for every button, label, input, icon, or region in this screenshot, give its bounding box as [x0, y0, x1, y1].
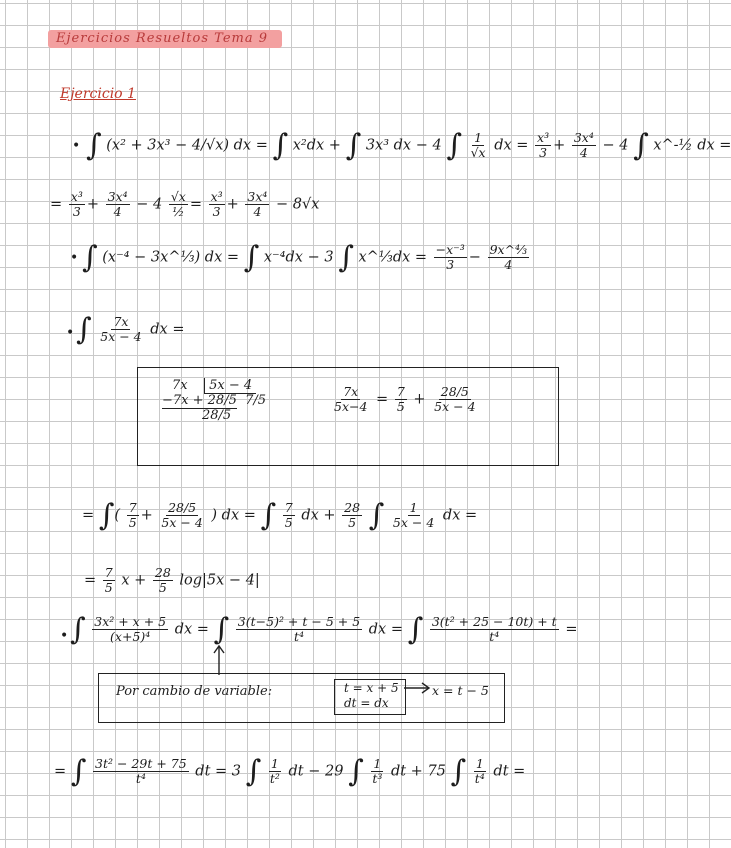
equation-line-6: [84, 566, 260, 595]
denominator: √x: [470, 145, 486, 160]
integral-sign: ∫: [70, 612, 86, 647]
fraction: [92, 615, 168, 644]
fraction: [153, 566, 173, 595]
expr: dt =: [493, 763, 526, 780]
expr: log|5x − 4|: [179, 572, 260, 589]
integral-sign: ∫: [407, 612, 424, 647]
fraction: [391, 501, 436, 530]
numerator: 3(t² + 25 − 10t) + t: [431, 614, 557, 629]
equation-line-8: [54, 754, 525, 789]
fraction: [268, 757, 282, 786]
expr: − 4: [136, 196, 163, 213]
fraction: [572, 131, 596, 160]
substitution-x: x = t − 5: [432, 683, 489, 698]
decomposition: $\frac{7x}{5x-4}$ = $\frac{7}{5}$ + $\frac{28/5}{5x - 4}$: [334, 384, 476, 414]
fraction: [370, 757, 384, 786]
expr: =: [54, 763, 67, 780]
expr: dx =: [494, 137, 529, 154]
numerator: 3x⁴: [573, 130, 594, 145]
numerator: 1: [475, 756, 484, 771]
bullet: •: [70, 250, 79, 266]
integral-sign: ∫: [76, 312, 92, 347]
fraction: [432, 385, 477, 414]
expr: x +: [121, 572, 147, 589]
expr: dx =: [442, 507, 478, 524]
numerator: 7x: [113, 314, 129, 329]
fraction: [106, 190, 130, 219]
integral-sign: ∫: [450, 754, 467, 789]
expr: x⁻⁴dx − 3: [263, 249, 334, 266]
quotient: 7/5: [245, 393, 267, 408]
integral-sign: ∫: [345, 128, 362, 163]
denominator: t⁴: [135, 771, 146, 786]
numerator: 28/5: [168, 500, 197, 515]
expr: dx =: [368, 621, 403, 638]
integral-sign: ∫: [272, 128, 289, 163]
fraction: [469, 131, 488, 160]
substitution-t: t = x + 5: [344, 681, 399, 695]
denominator: (x+5)⁴: [110, 629, 151, 644]
fraction: [488, 243, 530, 272]
integral-sign: ∫: [243, 240, 260, 275]
equation-line-4: [76, 312, 184, 347]
integral-sign: ∫: [368, 498, 385, 533]
numerator: 7: [128, 500, 137, 515]
dividend: 7x: [172, 378, 188, 393]
numerator: 1: [409, 500, 418, 515]
expr: x^⅓dx =: [358, 249, 428, 266]
integral-sign: ∫: [633, 128, 649, 163]
denominator: t⁴: [489, 629, 500, 644]
fraction: [236, 615, 362, 644]
numerator: 28: [344, 500, 361, 515]
expr: 3x³ dx − 4: [365, 137, 442, 154]
integral-sign: ∫: [86, 128, 102, 163]
arrow-right-icon: [404, 682, 430, 694]
fraction: [434, 243, 467, 272]
denominator: t⁴: [474, 771, 485, 786]
expr: dx =: [150, 321, 185, 338]
denominator: 5x − 4: [392, 515, 435, 530]
denominator: ½: [172, 204, 185, 219]
denominator: 3: [72, 204, 81, 219]
substitution-dt: dt = dx: [344, 696, 389, 710]
denominator: 4: [579, 145, 588, 160]
integral-sign: ∫: [348, 754, 364, 789]
equation-line-2: = $\frac{\text{x³}}{3}$ + $\frac{\text{3x⁴}}{4}$ − 4 $\frac{√x}{\text{½}}$ = $\frac{\text{x³}}{3}$ + $\frac{\text{3x⁴}}{4}$ − 8√x: [50, 189, 320, 219]
equation-line-7: [70, 612, 577, 647]
denominator: t²: [269, 771, 280, 786]
fraction: [103, 566, 115, 595]
numerator: x³: [210, 189, 223, 204]
numerator: 3x⁴: [247, 189, 268, 204]
fraction: [159, 501, 204, 530]
exercise-title: Ejercicio 1: [60, 86, 136, 102]
denominator: 4: [113, 204, 122, 219]
denominator: 4: [504, 257, 513, 272]
fraction: [169, 190, 188, 219]
integral-sign: ∫: [98, 498, 115, 533]
numerator: 7: [284, 500, 293, 515]
remainder: 28/5: [202, 408, 232, 423]
denominator: 3: [539, 145, 548, 160]
numerator: 1: [474, 130, 483, 145]
bullet: •: [72, 138, 81, 154]
integral-sign: ∫: [260, 498, 277, 533]
expr: =: [84, 572, 97, 589]
integral-sign: ∫: [70, 754, 87, 789]
fraction: [245, 190, 269, 219]
denominator: 5: [104, 580, 113, 595]
bullet: •: [66, 325, 75, 341]
numerator: x³: [70, 189, 83, 204]
expr: dx +: [301, 507, 336, 524]
denominator: 5x − 4: [434, 399, 476, 414]
fraction: [342, 501, 362, 530]
expr: dt − 29: [288, 763, 344, 780]
expr: x²dx +: [292, 137, 341, 154]
expr: − 4: [602, 137, 629, 154]
denominator: 3: [446, 257, 455, 272]
expr: dx =: [174, 621, 209, 638]
numerator: 3t² − 29t + 75: [95, 756, 187, 771]
fraction: [93, 757, 189, 786]
fraction: [127, 501, 139, 530]
denominator: 5x−4: [334, 399, 368, 414]
integral-sign: ∫: [446, 128, 462, 163]
equation-line-1: ∫ (x² + 3x³ − 4/√x) dx = ∫ x²dx + ∫ 3x³ dx − 4 ∫ $\frac{1}{√x}$ dx = $\frac{\text{x³}}{3}$ + $\frac{\text{3x⁴}}{4}$ − 4 ∫ x^-½ dx =: [86, 128, 731, 163]
denominator: t³: [372, 771, 383, 786]
substitution-label: Por cambio de variable:: [116, 684, 273, 699]
numerator: −x⁻³: [435, 242, 465, 257]
numerator: 3(t−5)² + t − 5 + 5: [237, 614, 361, 629]
numerator: 3x⁴: [107, 189, 128, 204]
equation-line-3: ∫ (x⁻⁴ − 3x^⅓) dx = ∫ x⁻⁴dx − 3 ∫ x^⅓dx = $\frac{\text{−x⁻³}}{3}$ − $\frac{\text{9x\textasciicircum{}⁴⁄₃}}{4}$: [82, 240, 528, 275]
expr: x^-½ dx =: [653, 137, 731, 154]
expr: ) dx =: [211, 507, 256, 524]
fraction: [283, 501, 295, 530]
denominator: t⁴: [293, 629, 304, 644]
denominator: 5: [396, 399, 405, 414]
bullet: •: [60, 628, 69, 644]
denominator: 4: [253, 204, 262, 219]
fraction: [535, 131, 551, 160]
expr: dt + 75: [390, 763, 446, 780]
arrow-up-icon: [212, 644, 226, 676]
denominator: 5: [128, 515, 137, 530]
expr: dt = 3: [195, 763, 241, 780]
equation-line-5: = ∫( $\frac{7}{5}$ + $\frac{28/5}{5x - 4}$ ) dx = ∫ $\frac{7}{5}$ dx + $\frac{28}{5}$ ∫ $\frac{1}{5x - 4}$ dx =: [82, 498, 478, 533]
fraction: [430, 615, 559, 644]
subtrahend: −7x + 28/5: [162, 393, 237, 408]
numerator: 7x: [343, 384, 359, 399]
fraction: [332, 385, 369, 414]
denominator: 5: [348, 515, 357, 530]
expr: − 8√x: [276, 196, 320, 213]
fraction: [473, 757, 487, 786]
fraction: [209, 190, 225, 219]
divisor: 5x − 4: [204, 378, 256, 394]
numerator: 7: [396, 384, 405, 399]
expr: (x⁻⁴ − 3x^⅓) dx =: [102, 249, 240, 266]
numerator: x³: [537, 130, 550, 145]
numerator: √x: [170, 189, 186, 204]
denominator: 3: [212, 204, 221, 219]
denominator: 5: [158, 580, 167, 595]
numerator: 9x^⁴⁄₃: [489, 242, 528, 257]
fraction: [69, 190, 85, 219]
numerator: 1: [373, 756, 382, 771]
page-title: Ejercicios Resueltos Tema 9: [48, 30, 282, 48]
div-row: [172, 378, 266, 393]
numerator: 28/5: [440, 384, 469, 399]
div-row: [162, 393, 266, 408]
numerator: 1: [270, 756, 279, 771]
integral-sign: ∫: [82, 240, 98, 275]
numerator: 3x² + x + 5: [94, 614, 167, 629]
expr: =: [565, 621, 578, 638]
fraction: [395, 385, 407, 414]
integral-sign: ∫: [213, 612, 230, 647]
integral-sign: ∫: [338, 240, 354, 275]
long-division: [162, 378, 267, 423]
denominator: 5: [284, 515, 293, 530]
expr: (x² + 3x³ − 4/√x) dx =: [106, 137, 268, 154]
denominator: 5x − 4: [161, 515, 203, 530]
numerator: 7: [104, 565, 113, 580]
fraction: [98, 315, 143, 344]
denominator: 5x − 4: [100, 329, 142, 344]
integral-sign: ∫: [245, 754, 262, 789]
numerator: 28: [154, 565, 171, 580]
